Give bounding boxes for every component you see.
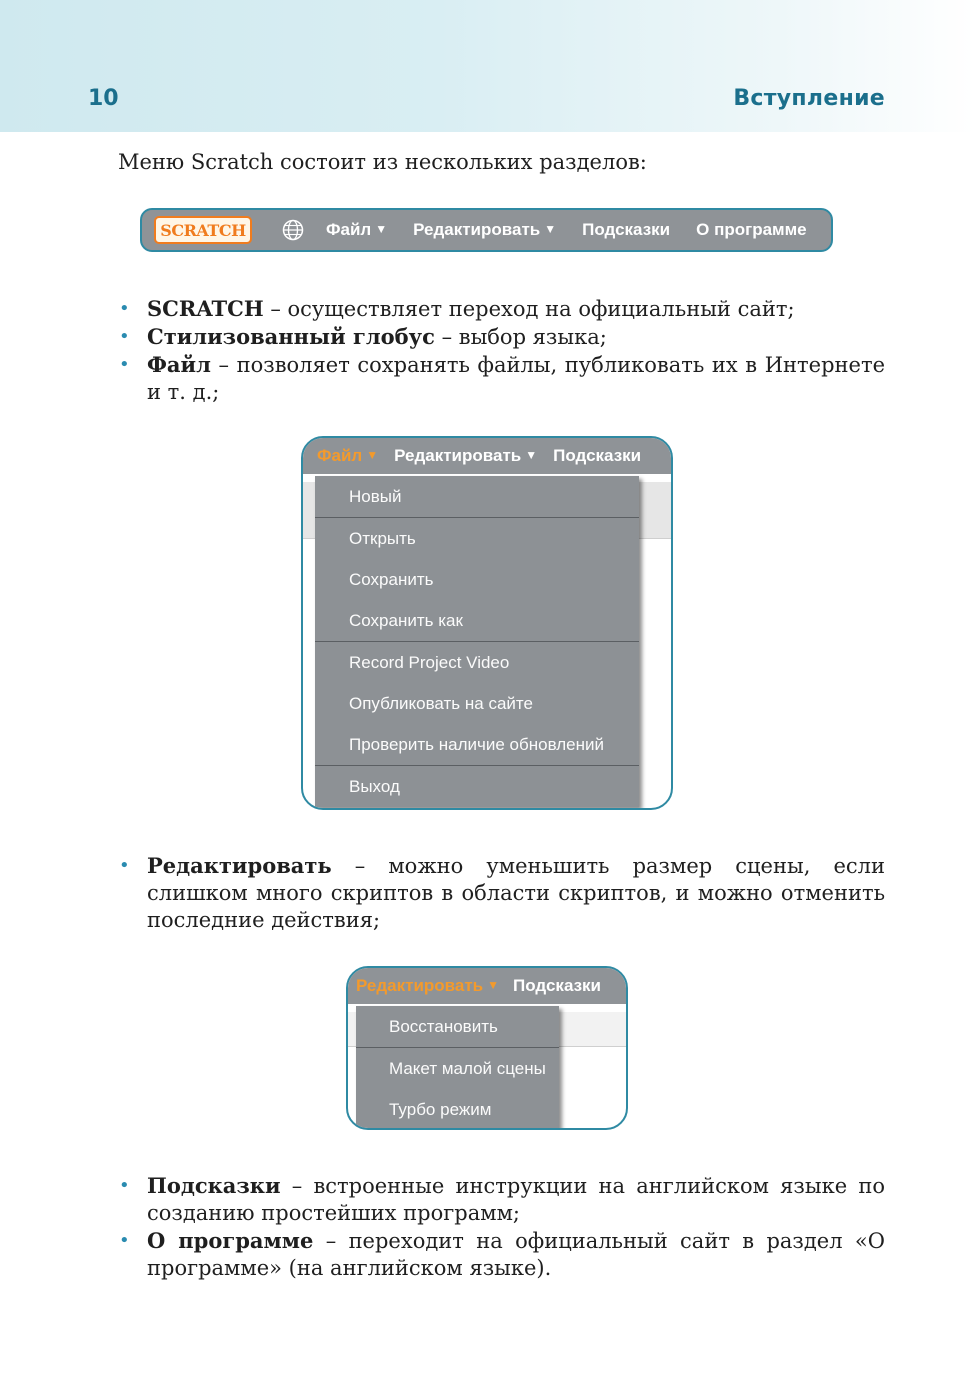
menu-edit[interactable]	[394, 446, 537, 466]
file-menu-screenshot	[301, 436, 673, 810]
menu-file-label: Файл	[317, 446, 363, 465]
chevron-down-icon: ▼	[487, 978, 500, 992]
menu-edit-active[interactable]	[356, 976, 499, 996]
bullet-icon: •	[119, 1175, 130, 1196]
description: – встроенные инструкции на английском языке по созданию простейших программ;	[147, 1174, 885, 1225]
menubar-strip	[303, 438, 671, 474]
bullet-icon: •	[119, 855, 130, 876]
list-item	[118, 295, 885, 323]
bullet-icon: •	[119, 1230, 130, 1251]
dropdown-item-record-video[interactable]: Record Project Video	[315, 641, 639, 683]
bullet-icon: •	[119, 326, 130, 347]
term: Файл	[147, 352, 211, 377]
menu-edit-label: Редактировать	[356, 976, 484, 995]
menu-file-active[interactable]	[317, 446, 378, 466]
dropdown-item-save-as[interactable]: Сохранить как	[349, 611, 463, 630]
menu-tips[interactable]: Подсказки	[513, 976, 602, 995]
term: О программе	[147, 1228, 314, 1253]
dropdown-item-open[interactable]: Открыть	[315, 517, 639, 559]
term: Редактировать	[147, 853, 332, 878]
list-item	[118, 1227, 885, 1282]
chevron-down-icon: ▼	[525, 448, 538, 462]
list-item	[118, 1172, 885, 1227]
menu-edit[interactable]	[413, 220, 556, 240]
edit-dropdown	[356, 1006, 559, 1130]
menu-about[interactable]: О программе	[696, 220, 807, 239]
dropdown-item-turbo[interactable]: Турбо режим	[389, 1100, 492, 1119]
edit-menu-screenshot	[346, 966, 628, 1130]
menu-file-label: Файл	[326, 220, 372, 239]
intro-paragraph: Меню Scratch состоит из нескольких разделов:	[118, 150, 647, 174]
list-item	[118, 852, 885, 934]
dropdown-item-publish[interactable]: Опубликовать на сайте	[349, 694, 533, 713]
scratch-menubar	[140, 208, 833, 252]
menubar-strip	[348, 968, 626, 1004]
menu-tips[interactable]: Подсказки	[582, 220, 671, 239]
menu-edit-label: Редактировать	[413, 220, 541, 239]
term: SCRATCH	[147, 296, 264, 321]
description: – переходит на официальный сайт в раздел «О программе» (на английском языке).	[147, 1229, 885, 1280]
chevron-down-icon: ▼	[366, 448, 379, 462]
term: Стилизованный глобус	[147, 324, 435, 349]
description: – можно уменьшить размер сцены, если слишком много скриптов в области скриптов, и можно отменить последние действия;	[147, 854, 885, 932]
dropdown-item-check-updates[interactable]: Проверить наличие обновлений	[349, 735, 604, 754]
menu-edit-label: Редактировать	[394, 446, 522, 465]
bullet-icon: •	[119, 298, 130, 319]
bullet-list-3	[118, 1172, 885, 1282]
bullet-list-2	[118, 852, 885, 934]
dropdown-item-restore[interactable]: Восстановить	[389, 1017, 498, 1036]
menu-tips[interactable]: Подсказки	[553, 446, 642, 465]
scratch-logo[interactable]: SCRATCH	[154, 216, 252, 244]
chevron-down-icon: ▼	[544, 222, 557, 236]
running-title: Вступление	[733, 86, 885, 111]
chevron-down-icon: ▼	[375, 222, 388, 236]
globe-icon[interactable]	[282, 219, 304, 241]
bullet-list-1	[118, 295, 885, 406]
description: – позволяет сохранять файлы, публиковать их в Интернете и т. д.;	[147, 353, 885, 404]
description: – выбор языка;	[434, 325, 607, 349]
dropdown-item-small-stage[interactable]: Макет малой сцены	[356, 1047, 559, 1089]
term: Подсказки	[147, 1173, 281, 1198]
file-dropdown	[315, 476, 639, 807]
description: – осуществляет переход на официальный сайт;	[263, 297, 795, 321]
list-item	[118, 323, 885, 351]
list-item	[118, 351, 885, 406]
menu-file[interactable]	[326, 220, 387, 240]
dropdown-item-save[interactable]: Сохранить	[349, 570, 434, 589]
bullet-icon: •	[119, 354, 130, 375]
page-number: 10	[88, 86, 119, 111]
header-band	[0, 0, 975, 132]
dropdown-item-new[interactable]: Новый	[349, 487, 402, 506]
dropdown-item-exit[interactable]: Выход	[315, 765, 639, 807]
